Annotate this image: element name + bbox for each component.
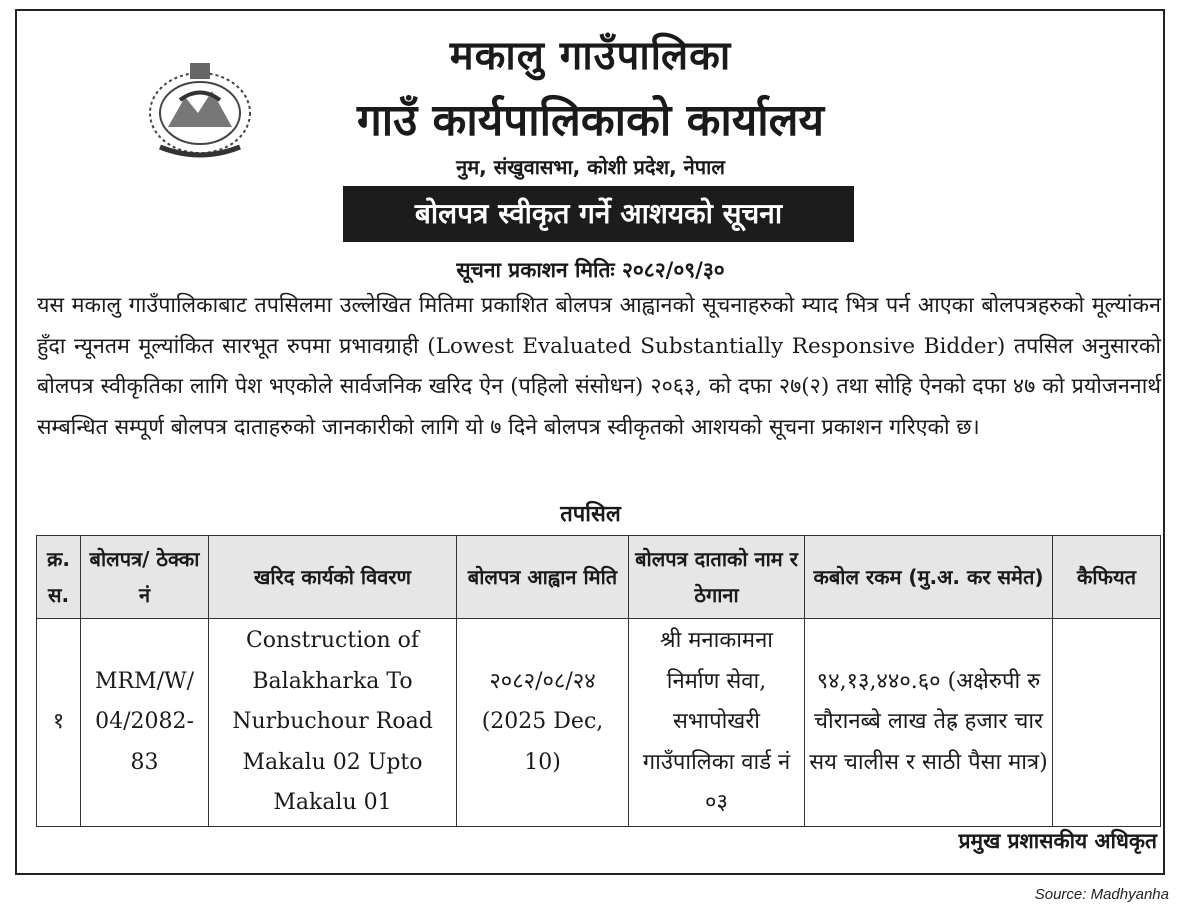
cell-amount: ९४,१३,४४०.६० (अक्षेरुपी रु चौरानब्बे लाख तेह्र हजार चार सय चालीस र साठी पैसा मात्र) <box>805 619 1053 827</box>
office-address: नुम, संखुवासभा, कोशी प्रदेश, नेपाल <box>456 155 725 179</box>
source-credit: Source: Madhyanha <box>1034 886 1169 903</box>
header-remarks: कैफियत <box>1053 536 1161 619</box>
municipality-name: मकालु गाउँपालिका <box>449 33 732 79</box>
cell-invite-date: २०८२/०८/२४ (2025 Dec, 10) <box>457 619 629 827</box>
schedule-heading: तपसिल <box>560 502 621 527</box>
notice-body: यस मकालु गाउँपालिकाबाट तपसिलमा उल्लेखित मितिमा प्रकाशित बोलपत्र आह्वानको सूचनाहरुको म्याद भित्र पर्न आएका बोलपत्रहरुको मूल्यांकन हुँदा न्यूनतम मूल्यांकित सारभूत रुपमा प्रभावग्राही (Lowest Evaluated Substantially Responsive Bidder) तपसिल अनुसारको बोलपत्र स्वीकृतिका लागि पेश भएकोले सार्वजनिक खरिद ऐन (पहिलो संसोधन) २०६३, को दफा २७(२) तथा सोहि ऐनको दफा ४७ को प्रयोजननार्थ सम्बन्धित सम्पूर्ण बोलपत्र दाताहरुको जानकारीको लागि यो ७ दिने बोलपत्र स्वीकृतको आशयको सूचना प्रकाशन गरिएको छ। <box>37 293 1161 440</box>
header-description: खरिद कार्यको विवरण <box>209 536 457 619</box>
tender-table <box>36 535 1161 827</box>
table-header-row <box>37 536 1161 619</box>
header-contract-no: बोलपत्र/ ठेक्का नं <box>81 536 209 619</box>
table-row <box>37 619 1161 827</box>
office-name: गाउँ कार्यपालिकाको कार्यालय <box>356 95 825 146</box>
header-invite-date: बोलपत्र आह्वान मिति <box>457 536 629 619</box>
cell-bidder: श्री मनाकामना निर्माण सेवा, सभापोखरी गाउँपालिका वार्ड नं ०३ <box>629 619 805 827</box>
cell-sn: १ <box>37 619 81 827</box>
signatory-title: प्रमुख प्रशासकीय अधिकृत <box>958 829 1157 853</box>
cell-remarks <box>1053 619 1161 827</box>
header-sn: क्र. स. <box>37 536 81 619</box>
header-bidder: बोलपत्र दाताको नाम र ठेगाना <box>629 536 805 619</box>
notice-title: बोलपत्र स्वीकृत गर्ने आशयको सूचना <box>343 186 854 242</box>
publish-date: सूचना प्रकाशन मितिः २०८२/०९/३० <box>456 258 725 282</box>
cell-description: Construction of Balakharka To Nurbuchour Road Makalu 02 Upto Makalu 01 <box>209 619 457 827</box>
cell-contract-no: MRM/W/ 04/2082- 83 <box>81 619 209 827</box>
header-amount: कबोल रकम (मु.अ. कर समेत) <box>805 536 1053 619</box>
